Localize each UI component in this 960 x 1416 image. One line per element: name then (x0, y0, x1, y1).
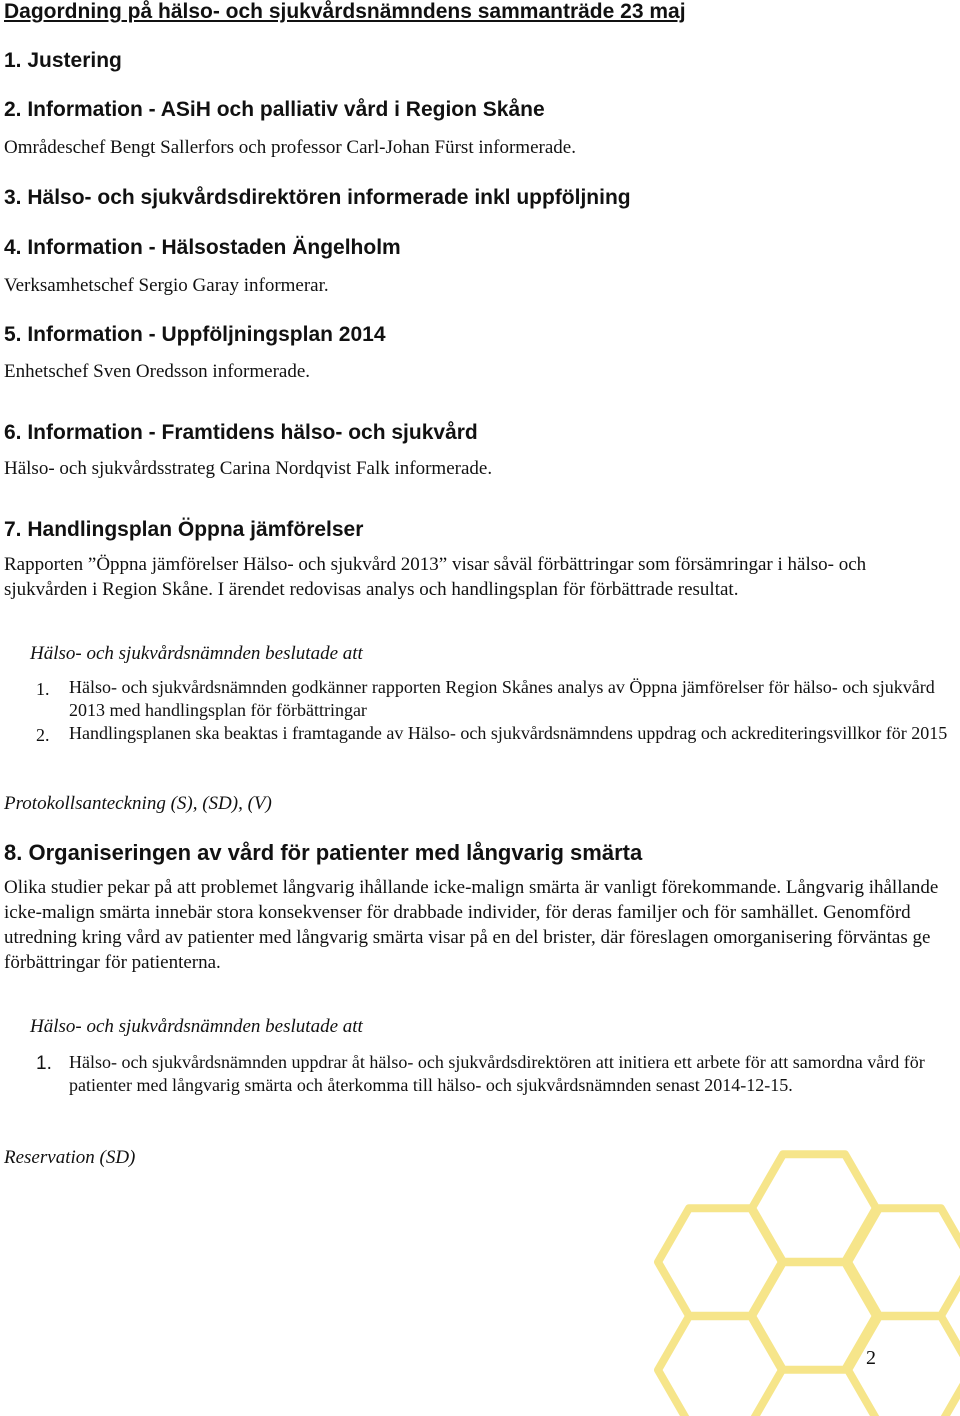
hexagon-shape (752, 1154, 876, 1261)
decision-heading: Hälso- och sjukvårdsnämnden beslutade att (30, 643, 363, 664)
section-text: Enhetschef Sven Oredsson informerade. (4, 361, 311, 382)
section-text: Områdeschef Bengt Sallerfors och professor Carl-Johan Fürst informerade. (4, 137, 576, 158)
page-number: 2 (866, 1347, 876, 1369)
protocol-note: Protokollsanteckning (S), (SD), (V) (4, 793, 272, 814)
item-number: 1. (36, 679, 50, 699)
decision-heading: Hälso- och sjukvårdsnämnden beslutade att (30, 1016, 363, 1037)
item-number: 1. (36, 1053, 52, 1074)
section-heading: 2. Information - ASiH och palliativ vård i Region Skåne (4, 98, 545, 121)
section-heading: 3. Hälso- och sjukvårdsdirektören informerade inkl uppföljning (4, 186, 631, 209)
section-heading: 7. Handlingsplan Öppna jämförelser (4, 518, 364, 541)
section-heading: 5. Information - Uppföljningsplan 2014 (4, 323, 386, 346)
section-text: Hälso- och sjukvårdsstrateg Carina Nordqvist Falk informerade. (4, 458, 493, 479)
section-heading: 1. Justering (4, 49, 122, 72)
section-heading: 4. Information - Hälsostaden Ängelholm (4, 236, 401, 259)
page-title: Dagordning på hälso- och sjukvårdsnämndens sammanträde 23 maj (4, 0, 686, 23)
section-paragraph: Olika studier pekar på att problemet långvarig ihållande icke-malign smärta är vanligt förekommande. Långvarig ihållande icke-malign smärta innebär stora konsekvenser för drabbade individer, för deras familjer och för samhället. Genomförd utredning kring vård av patienter med långvarig smärta visar på en del brister, där föreslagen omorganisering förväntas ge förbättringar för patienterna. (4, 877, 939, 973)
section-paragraph: Rapporten ”Öppna jämförelser Hälso- och sjukvård 2013” visar såväl förbättringar som försämringar i hälso- och sjukvården i Region Skåne. I ärendet redovisas analys och handlingsplan för förbättrade resultat. (4, 554, 867, 600)
decision-item: Hälso- och sjukvårdsnämnden godkänner rapporten Region Skånes analys av Öppna jämförelser för hälso- och sjukvård 2013 med handlingsplan för förbättringar (69, 677, 935, 720)
reservation-note: Reservation (SD) (4, 1147, 136, 1168)
section-heading: 6. Information - Framtidens hälso- och sjukvård (4, 421, 478, 444)
decision-item: Handlingsplanen ska beaktas i framtagande av Hälso- och sjukvårdsnämndens uppdrag och ackrediteringsvillkor för 2015 (69, 723, 948, 743)
decision-item: Hälso- och sjukvårdsnämnden uppdrar åt hälso- och sjukvårdsdirektören att initiera ett arbete för att samordna vård för patienter med långvarig smärta och återkomma till hälso- och sjukvårdsnämnden senast 2014-12-15. (69, 1052, 925, 1095)
item-number: 2. (36, 725, 50, 745)
section-text: Verksamhetschef Sergio Garay informerar. (4, 275, 329, 296)
section-heading: 8. Organiseringen av vård för patienter med långvarig smärta (4, 840, 643, 865)
